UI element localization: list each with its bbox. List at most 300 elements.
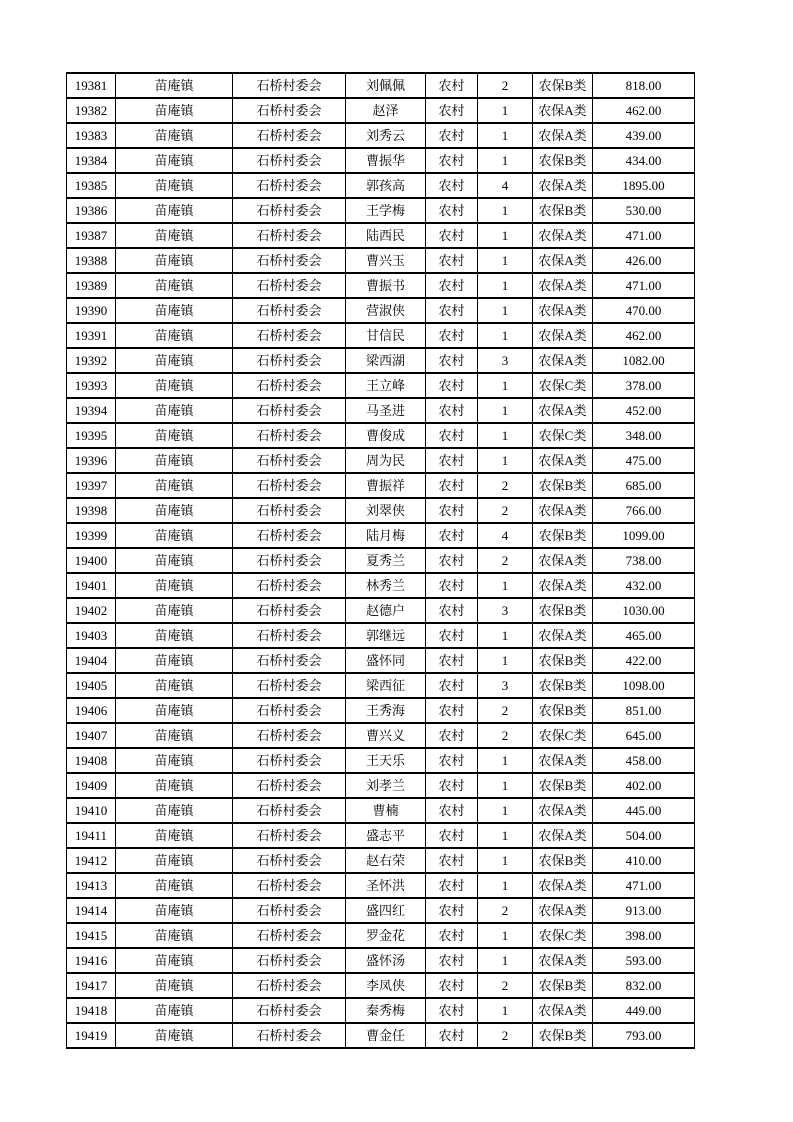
cell-town: 苗庵镇 <box>116 498 233 523</box>
cell-town: 苗庵镇 <box>116 598 233 623</box>
cell-town: 苗庵镇 <box>116 173 233 198</box>
cell-residence: 农村 <box>426 948 478 973</box>
cell-name: 刘翠侠 <box>346 498 426 523</box>
cell-town: 苗庵镇 <box>116 473 233 498</box>
cell-residence: 农村 <box>426 198 478 223</box>
cell-serial: 19388 <box>67 248 116 273</box>
cell-residence: 农村 <box>426 323 478 348</box>
cell-serial: 19385 <box>67 173 116 198</box>
cell-village: 石桥村委会 <box>233 573 346 598</box>
cell-residence: 农村 <box>426 148 478 173</box>
cell-amount: 471.00 <box>593 873 695 898</box>
cell-count: 1 <box>478 623 533 648</box>
cell-count: 2 <box>478 1023 533 1048</box>
cell-village: 石桥村委会 <box>233 373 346 398</box>
cell-count: 1 <box>478 948 533 973</box>
cell-amount: 410.00 <box>593 848 695 873</box>
cell-town: 苗庵镇 <box>116 723 233 748</box>
cell-name: 曹楠 <box>346 798 426 823</box>
cell-name: 刘秀云 <box>346 123 426 148</box>
table-row <box>67 648 695 673</box>
cell-category: 农保A类 <box>533 873 593 898</box>
cell-category: 农保B类 <box>533 973 593 998</box>
cell-count: 1 <box>478 823 533 848</box>
cell-category: 农保C类 <box>533 373 593 398</box>
cell-category: 农保A类 <box>533 173 593 198</box>
cell-town: 苗庵镇 <box>116 123 233 148</box>
cell-count: 1 <box>478 748 533 773</box>
cell-amount: 402.00 <box>593 773 695 798</box>
cell-name: 陆西民 <box>346 223 426 248</box>
cell-residence: 农村 <box>426 498 478 523</box>
cell-count: 1 <box>478 98 533 123</box>
cell-serial: 19416 <box>67 948 116 973</box>
cell-town: 苗庵镇 <box>116 248 233 273</box>
cell-amount: 426.00 <box>593 248 695 273</box>
cell-category: 农保C类 <box>533 723 593 748</box>
cell-residence: 农村 <box>426 848 478 873</box>
cell-category: 农保B类 <box>533 198 593 223</box>
cell-name: 夏秀兰 <box>346 548 426 573</box>
cell-village: 石桥村委会 <box>233 748 346 773</box>
cell-category: 农保A类 <box>533 398 593 423</box>
table-row <box>67 348 695 373</box>
cell-category: 农保B类 <box>533 473 593 498</box>
roster-table <box>66 72 695 1049</box>
cell-category: 农保B类 <box>533 148 593 173</box>
table-row <box>67 673 695 698</box>
cell-serial: 19399 <box>67 523 116 548</box>
cell-category: 农保B类 <box>533 648 593 673</box>
cell-town: 苗庵镇 <box>116 748 233 773</box>
cell-residence: 农村 <box>426 423 478 448</box>
cell-serial: 19386 <box>67 198 116 223</box>
cell-town: 苗庵镇 <box>116 648 233 673</box>
cell-village: 石桥村委会 <box>233 423 346 448</box>
cell-name: 秦秀梅 <box>346 998 426 1023</box>
cell-village: 石桥村委会 <box>233 148 346 173</box>
cell-serial: 19383 <box>67 123 116 148</box>
table-row <box>67 198 695 223</box>
cell-town: 苗庵镇 <box>116 273 233 298</box>
cell-serial: 19396 <box>67 448 116 473</box>
cell-serial: 19382 <box>67 98 116 123</box>
cell-serial: 19404 <box>67 648 116 673</box>
cell-amount: 504.00 <box>593 823 695 848</box>
cell-amount: 832.00 <box>593 973 695 998</box>
cell-residence: 农村 <box>426 73 478 98</box>
table-row <box>67 373 695 398</box>
cell-village: 石桥村委会 <box>233 448 346 473</box>
cell-serial: 19395 <box>67 423 116 448</box>
table-row <box>67 773 695 798</box>
table-row <box>67 823 695 848</box>
table-row <box>67 548 695 573</box>
cell-residence: 农村 <box>426 373 478 398</box>
cell-count: 1 <box>478 148 533 173</box>
cell-town: 苗庵镇 <box>116 398 233 423</box>
cell-count: 2 <box>478 698 533 723</box>
table-row <box>67 898 695 923</box>
table-row <box>67 223 695 248</box>
cell-name: 王天乐 <box>346 748 426 773</box>
cell-serial: 19402 <box>67 598 116 623</box>
cell-village: 石桥村委会 <box>233 973 346 998</box>
table-row <box>67 423 695 448</box>
cell-amount: 452.00 <box>593 398 695 423</box>
cell-residence: 农村 <box>426 223 478 248</box>
cell-residence: 农村 <box>426 748 478 773</box>
cell-town: 苗庵镇 <box>116 923 233 948</box>
cell-residence: 农村 <box>426 173 478 198</box>
table-row <box>67 123 695 148</box>
cell-name: 刘孝兰 <box>346 773 426 798</box>
cell-category: 农保A类 <box>533 948 593 973</box>
cell-amount: 465.00 <box>593 623 695 648</box>
cell-town: 苗庵镇 <box>116 773 233 798</box>
cell-town: 苗庵镇 <box>116 623 233 648</box>
table-row <box>67 873 695 898</box>
table-row <box>67 1023 695 1048</box>
table-row <box>67 923 695 948</box>
cell-amount: 432.00 <box>593 573 695 598</box>
cell-count: 4 <box>478 173 533 198</box>
cell-residence: 农村 <box>426 248 478 273</box>
cell-category: 农保C类 <box>533 923 593 948</box>
cell-town: 苗庵镇 <box>116 373 233 398</box>
table-row <box>67 948 695 973</box>
cell-name: 刘佩佩 <box>346 73 426 98</box>
cell-village: 石桥村委会 <box>233 123 346 148</box>
cell-serial: 19384 <box>67 148 116 173</box>
cell-name: 赵右荣 <box>346 848 426 873</box>
table-row <box>67 623 695 648</box>
cell-count: 2 <box>478 548 533 573</box>
cell-town: 苗庵镇 <box>116 848 233 873</box>
cell-category: 农保B类 <box>533 598 593 623</box>
cell-name: 盛四红 <box>346 898 426 923</box>
cell-count: 1 <box>478 323 533 348</box>
cell-count: 1 <box>478 998 533 1023</box>
cell-category: 农保A类 <box>533 498 593 523</box>
cell-amount: 1082.00 <box>593 348 695 373</box>
cell-count: 1 <box>478 123 533 148</box>
cell-village: 石桥村委会 <box>233 173 346 198</box>
cell-name: 郭继远 <box>346 623 426 648</box>
cell-category: 农保A类 <box>533 248 593 273</box>
cell-count: 4 <box>478 523 533 548</box>
table-row <box>67 148 695 173</box>
cell-village: 石桥村委会 <box>233 248 346 273</box>
cell-residence: 农村 <box>426 398 478 423</box>
cell-town: 苗庵镇 <box>116 423 233 448</box>
cell-serial: 19414 <box>67 898 116 923</box>
cell-category: 农保A类 <box>533 548 593 573</box>
cell-category: 农保A类 <box>533 298 593 323</box>
cell-village: 石桥村委会 <box>233 1023 346 1048</box>
cell-town: 苗庵镇 <box>116 673 233 698</box>
cell-residence: 农村 <box>426 548 478 573</box>
cell-category: 农保A类 <box>533 823 593 848</box>
cell-village: 石桥村委会 <box>233 673 346 698</box>
cell-name: 赵德户 <box>346 598 426 623</box>
cell-residence: 农村 <box>426 773 478 798</box>
cell-town: 苗庵镇 <box>116 548 233 573</box>
cell-village: 石桥村委会 <box>233 623 346 648</box>
cell-name: 罗金花 <box>346 923 426 948</box>
cell-serial: 19401 <box>67 573 116 598</box>
cell-amount: 422.00 <box>593 648 695 673</box>
cell-residence: 农村 <box>426 123 478 148</box>
cell-amount: 475.00 <box>593 448 695 473</box>
cell-count: 2 <box>478 473 533 498</box>
table-row <box>67 798 695 823</box>
cell-village: 石桥村委会 <box>233 273 346 298</box>
cell-town: 苗庵镇 <box>116 798 233 823</box>
cell-serial: 19387 <box>67 223 116 248</box>
cell-town: 苗庵镇 <box>116 198 233 223</box>
table-row <box>67 848 695 873</box>
cell-amount: 530.00 <box>593 198 695 223</box>
cell-amount: 439.00 <box>593 123 695 148</box>
cell-residence: 农村 <box>426 998 478 1023</box>
cell-name: 甘信民 <box>346 323 426 348</box>
cell-serial: 19406 <box>67 698 116 723</box>
cell-serial: 19397 <box>67 473 116 498</box>
cell-serial: 19417 <box>67 973 116 998</box>
cell-count: 3 <box>478 598 533 623</box>
cell-town: 苗庵镇 <box>116 1023 233 1048</box>
cell-count: 3 <box>478 348 533 373</box>
table-row <box>67 73 695 98</box>
cell-serial: 19412 <box>67 848 116 873</box>
table-row <box>67 523 695 548</box>
cell-count: 1 <box>478 373 533 398</box>
cell-name: 林秀兰 <box>346 573 426 598</box>
cell-name: 李凤侠 <box>346 973 426 998</box>
cell-name: 陆月梅 <box>346 523 426 548</box>
cell-residence: 农村 <box>426 723 478 748</box>
cell-amount: 378.00 <box>593 373 695 398</box>
table-row <box>67 698 695 723</box>
cell-serial: 19405 <box>67 673 116 698</box>
table-row <box>67 498 695 523</box>
table-body <box>67 73 695 1048</box>
cell-village: 石桥村委会 <box>233 98 346 123</box>
cell-residence: 农村 <box>426 523 478 548</box>
cell-residence: 农村 <box>426 473 478 498</box>
cell-residence: 农村 <box>426 873 478 898</box>
cell-count: 1 <box>478 773 533 798</box>
cell-serial: 19400 <box>67 548 116 573</box>
cell-name: 王学梅 <box>346 198 426 223</box>
cell-town: 苗庵镇 <box>116 573 233 598</box>
cell-serial: 19410 <box>67 798 116 823</box>
table-row <box>67 473 695 498</box>
cell-count: 1 <box>478 248 533 273</box>
cell-count: 3 <box>478 673 533 698</box>
cell-amount: 593.00 <box>593 948 695 973</box>
table-row <box>67 573 695 598</box>
cell-residence: 农村 <box>426 898 478 923</box>
cell-village: 石桥村委会 <box>233 723 346 748</box>
cell-village: 石桥村委会 <box>233 898 346 923</box>
cell-amount: 471.00 <box>593 223 695 248</box>
cell-serial: 19394 <box>67 398 116 423</box>
cell-town: 苗庵镇 <box>116 523 233 548</box>
cell-serial: 19393 <box>67 373 116 398</box>
cell-amount: 738.00 <box>593 548 695 573</box>
cell-category: 农保B类 <box>533 848 593 873</box>
cell-amount: 851.00 <box>593 698 695 723</box>
cell-category: 农保A类 <box>533 223 593 248</box>
cell-name: 曹振书 <box>346 273 426 298</box>
cell-village: 石桥村委会 <box>233 873 346 898</box>
cell-name: 曹振祥 <box>346 473 426 498</box>
cell-serial: 19419 <box>67 1023 116 1048</box>
table-row <box>67 298 695 323</box>
cell-name: 王秀海 <box>346 698 426 723</box>
cell-town: 苗庵镇 <box>116 973 233 998</box>
cell-town: 苗庵镇 <box>116 348 233 373</box>
cell-count: 2 <box>478 73 533 98</box>
cell-name: 郭孩高 <box>346 173 426 198</box>
cell-serial: 19403 <box>67 623 116 648</box>
cell-residence: 农村 <box>426 448 478 473</box>
cell-residence: 农村 <box>426 973 478 998</box>
table-row <box>67 748 695 773</box>
cell-village: 石桥村委会 <box>233 473 346 498</box>
cell-name: 马圣进 <box>346 398 426 423</box>
cell-village: 石桥村委会 <box>233 323 346 348</box>
cell-category: 农保C类 <box>533 423 593 448</box>
cell-category: 农保B类 <box>533 673 593 698</box>
cell-serial: 19418 <box>67 998 116 1023</box>
cell-town: 苗庵镇 <box>116 98 233 123</box>
cell-residence: 农村 <box>426 598 478 623</box>
cell-name: 曹兴玉 <box>346 248 426 273</box>
cell-residence: 农村 <box>426 1023 478 1048</box>
cell-village: 石桥村委会 <box>233 223 346 248</box>
cell-category: 农保A类 <box>533 898 593 923</box>
cell-amount: 458.00 <box>593 748 695 773</box>
cell-name: 周为民 <box>346 448 426 473</box>
cell-amount: 685.00 <box>593 473 695 498</box>
cell-town: 苗庵镇 <box>116 148 233 173</box>
table-row <box>67 248 695 273</box>
cell-name: 曹振华 <box>346 148 426 173</box>
cell-town: 苗庵镇 <box>116 323 233 348</box>
cell-village: 石桥村委会 <box>233 598 346 623</box>
cell-serial: 19411 <box>67 823 116 848</box>
cell-serial: 19392 <box>67 348 116 373</box>
cell-village: 石桥村委会 <box>233 948 346 973</box>
cell-count: 1 <box>478 573 533 598</box>
cell-name: 营淑侠 <box>346 298 426 323</box>
cell-count: 1 <box>478 398 533 423</box>
cell-amount: 793.00 <box>593 1023 695 1048</box>
cell-category: 农保A类 <box>533 748 593 773</box>
cell-name: 梁西湖 <box>346 348 426 373</box>
cell-village: 石桥村委会 <box>233 548 346 573</box>
cell-count: 2 <box>478 898 533 923</box>
cell-amount: 645.00 <box>593 723 695 748</box>
cell-residence: 农村 <box>426 673 478 698</box>
cell-amount: 913.00 <box>593 898 695 923</box>
cell-serial: 19391 <box>67 323 116 348</box>
cell-name: 赵泽 <box>346 98 426 123</box>
cell-town: 苗庵镇 <box>116 948 233 973</box>
cell-count: 1 <box>478 198 533 223</box>
cell-name: 盛怀同 <box>346 648 426 673</box>
cell-serial: 19398 <box>67 498 116 523</box>
cell-town: 苗庵镇 <box>116 698 233 723</box>
cell-residence: 农村 <box>426 698 478 723</box>
cell-category: 农保A类 <box>533 573 593 598</box>
cell-count: 2 <box>478 723 533 748</box>
table-row <box>67 323 695 348</box>
table-row <box>67 173 695 198</box>
cell-amount: 398.00 <box>593 923 695 948</box>
cell-category: 农保B类 <box>533 73 593 98</box>
cell-village: 石桥村委会 <box>233 398 346 423</box>
cell-category: 农保B类 <box>533 1023 593 1048</box>
cell-count: 2 <box>478 973 533 998</box>
cell-amount: 1895.00 <box>593 173 695 198</box>
cell-name: 王立峰 <box>346 373 426 398</box>
cell-town: 苗庵镇 <box>116 873 233 898</box>
cell-amount: 462.00 <box>593 98 695 123</box>
table-row <box>67 723 695 748</box>
cell-town: 苗庵镇 <box>116 448 233 473</box>
cell-village: 石桥村委会 <box>233 773 346 798</box>
cell-village: 石桥村委会 <box>233 198 346 223</box>
cell-village: 石桥村委会 <box>233 823 346 848</box>
cell-amount: 818.00 <box>593 73 695 98</box>
cell-residence: 农村 <box>426 923 478 948</box>
cell-village: 石桥村委会 <box>233 523 346 548</box>
cell-amount: 471.00 <box>593 273 695 298</box>
cell-residence: 农村 <box>426 348 478 373</box>
cell-amount: 445.00 <box>593 798 695 823</box>
cell-count: 1 <box>478 873 533 898</box>
cell-category: 农保A类 <box>533 123 593 148</box>
cell-category: 农保B类 <box>533 523 593 548</box>
cell-count: 1 <box>478 848 533 873</box>
cell-amount: 470.00 <box>593 298 695 323</box>
cell-serial: 19415 <box>67 923 116 948</box>
cell-category: 农保A类 <box>533 798 593 823</box>
cell-name: 梁西征 <box>346 673 426 698</box>
table-row <box>67 448 695 473</box>
table-row <box>67 98 695 123</box>
cell-amount: 766.00 <box>593 498 695 523</box>
cell-residence: 农村 <box>426 573 478 598</box>
cell-category: 农保B类 <box>533 773 593 798</box>
cell-residence: 农村 <box>426 648 478 673</box>
cell-village: 石桥村委会 <box>233 923 346 948</box>
cell-category: 农保B类 <box>533 698 593 723</box>
cell-town: 苗庵镇 <box>116 823 233 848</box>
cell-village: 石桥村委会 <box>233 798 346 823</box>
cell-serial: 19413 <box>67 873 116 898</box>
cell-name: 圣怀洪 <box>346 873 426 898</box>
cell-town: 苗庵镇 <box>116 223 233 248</box>
table-row <box>67 398 695 423</box>
cell-residence: 农村 <box>426 273 478 298</box>
cell-name: 盛志平 <box>346 823 426 848</box>
cell-village: 石桥村委会 <box>233 298 346 323</box>
